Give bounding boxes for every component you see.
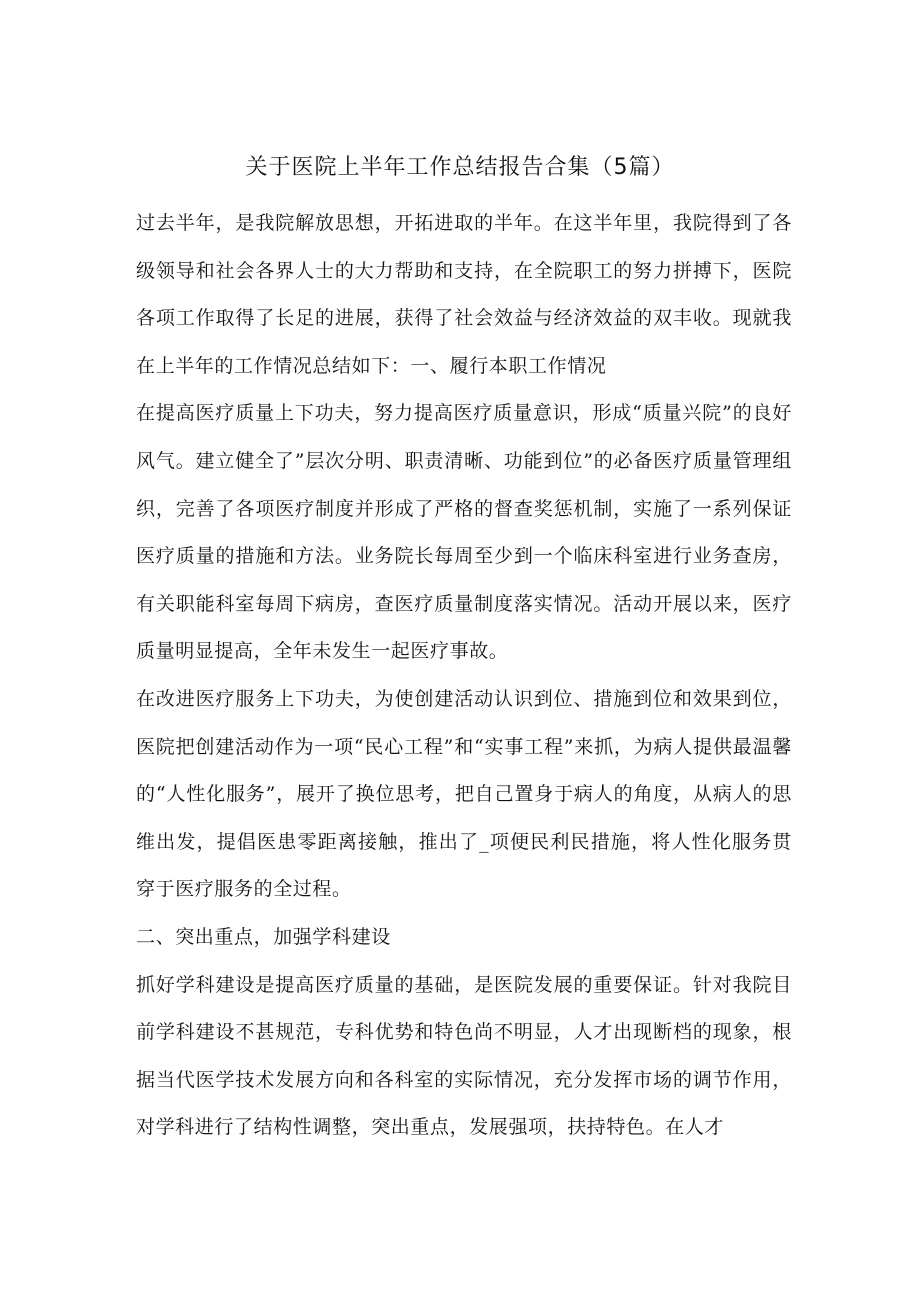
document-title: 关于医院上半年工作总结报告合集（5篇） <box>245 155 675 180</box>
paragraph-discipline-building: 抓好学科建设是提高医疗质量的基础，是医院发展的重要保证。针对我院目前学科建设不甚规范，专科优势和特色尚不明显，人才出现断档的现象，根据当代医学技术发展方向和各科室的实际情况，充分发挥市场的调节作用，对学科进行了结构性调整，突出重点，发展强项，扶持特色。在人才 <box>136 973 792 1139</box>
paragraph-intro: 过去半年，是我院解放思想，开拓进取的半年。在这半年里，我院得到了各级领导和社会各界人士的大力帮助和支持，在全院职工的努力拼搏下，医院各项工作取得了长足的进展，获得了社会效益与经济效益的双丰收。现就我在上半年的工作情况总结如下：一、履行本职工作情况 <box>136 212 792 377</box>
section-heading-discipline: 二、突出重点，加强学科建设 <box>136 925 391 948</box>
paragraph-medical-service: 在改进医疗服务上下功夫，为使创建活动认识到位、措施到位和效果到位，医院把创建活动作为一项“民心工程”和“实事工程”来抓，为病人提供最温馨的“人性化服务”，展开了换位思考，把自己置身于病人的角度，从病人的思维出发，提倡医患零距离接触，推出了_项便民利民措施，将人性化服务贯穿于医疗服务的全过程。 <box>136 687 792 901</box>
document-body <box>136 200 792 1152</box>
paragraph-medical-quality: 在提高医疗质量上下功夫，努力提高医疗质量意识，形成“质量兴院”的良好风气。建立健全了”层次分明、职责清晰、功能到位”的必备医疗质量管理组织，完善了各项医疗制度并形成了严格的督查奖惩机制，实施了一系列保证医疗质量的措施和方法。业务院长每周至少到一个临床科室进行业务查房，有关职能科室每周下病房，查医疗质量制度落实情况。活动开展以来，医疗质量明显提高，全年未发生一起医疗事故。 <box>136 402 792 663</box>
